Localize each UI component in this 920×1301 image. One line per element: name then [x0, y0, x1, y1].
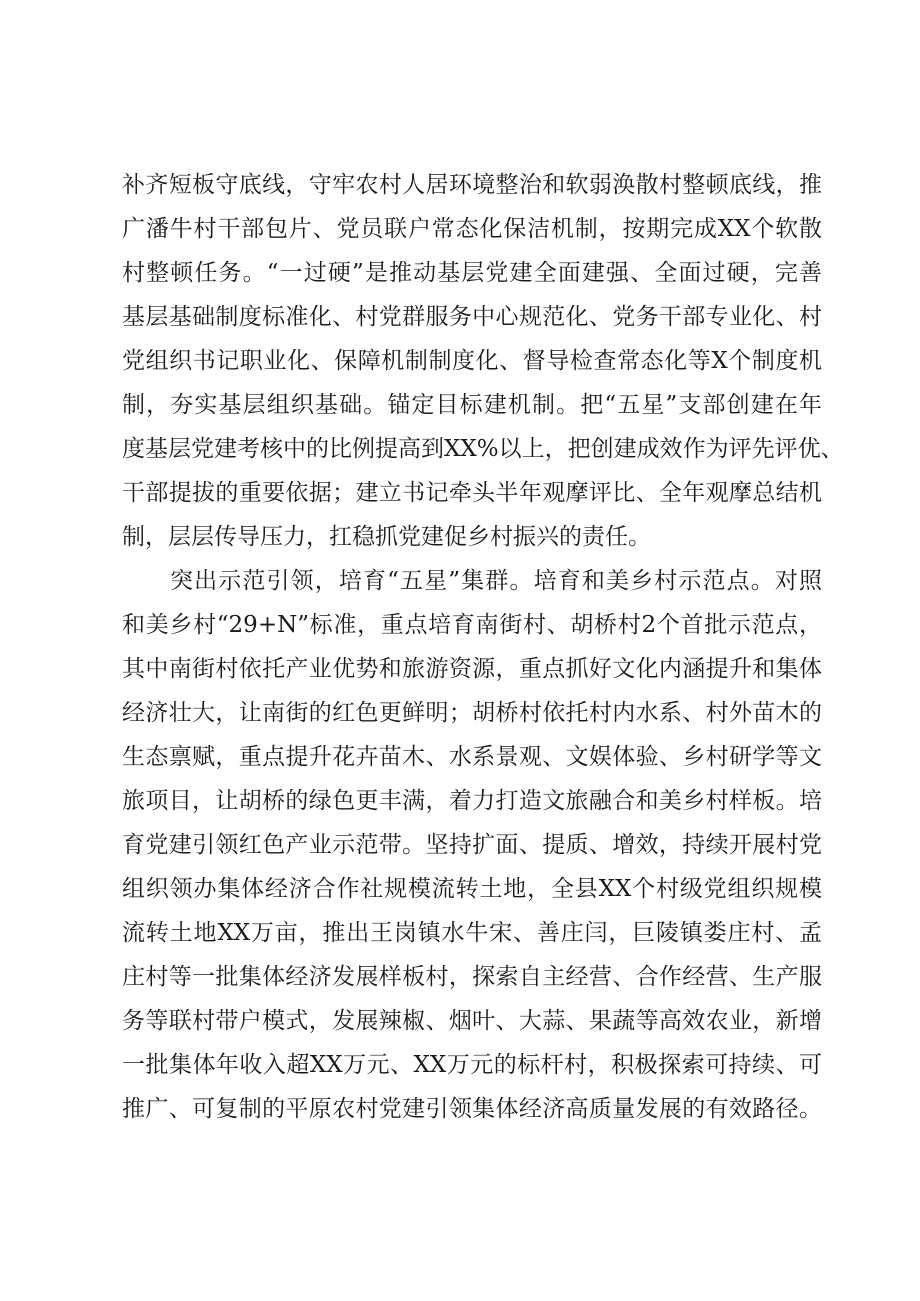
paragraph-2-line-7: 育党建引领红色产业示范带。坚持扩面、提质、增效，持续开展村党 — [122, 832, 822, 858]
paragraph-2-line-4: 经济壮大，让南街的红色更鲜明；胡桥村依托村内水系、村外苗木的 — [122, 700, 822, 726]
paragraph-2-line-11: 务等联村带户模式，发展辣椒、烟叶、大蒜、果蔬等高效农业，新增 — [122, 1008, 822, 1034]
paragraph-2-line-9: 流转土地XX万亩，推出王岗镇水牛宋、善庄闫，巨陵镇娄庄村、孟 — [122, 920, 822, 946]
paragraph-2-line-5: 生态禀赋，重点提升花卉苗木、水系景观、文娱体验、乡村研学等文 — [122, 744, 822, 770]
paragraph-1-line-1: 补齐短板守底线，守牢农村人居环境整治和软弱涣散村整顿底线，推 — [122, 172, 822, 198]
paragraph-2-line-3: 其中南街村依托产业优势和旅游资源，重点抓好文化内涵提升和集体 — [122, 656, 822, 682]
paragraph-1-line-7: 度基层党建考核中的比例提高到XX%以上，把创建成效作为评先评优、 — [122, 436, 844, 462]
paragraph-1-line-4: 基层基础制度标准化、村党群服务中心规范化、党务干部专业化、村 — [122, 304, 822, 330]
paragraph-2-line-8: 组织领办集体经济合作社规模流转土地，全县XX个村级党组织规模 — [122, 876, 822, 902]
paragraph-1-line-2: 广潘牛村干部包片、党员联户常态化保洁机制，按期完成XX个软散 — [122, 216, 822, 242]
paragraph-2-line-6: 旅项目，让胡桥的绿色更丰满，着力打造文旅融合和美乡村样板。培 — [122, 788, 822, 814]
paragraph-2-line-13: 推广、可复制的平原农村党建引领集体经济高质量发展的有效路径。 — [122, 1096, 822, 1122]
paragraph-2-line-12: 一批集体年收入超XX万元、XX万元的标杆村，积极探索可持续、可 — [122, 1052, 822, 1078]
paragraph-1-line-5: 党组织书记职业化、保障机制制度化、督导检查常态化等X个制度机 — [122, 348, 822, 374]
paragraph-1-line-8: 干部提拔的重要依据；建立书记牵头半年观摩评比、全年观摩总结机 — [122, 480, 822, 506]
paragraph-1-line-9: 制，层层传导压力，扛稳抓党建促乡村振兴的责任。 — [122, 524, 651, 550]
paragraph-2-line-10: 庄村等一批集体经济发展样板村，探索自主经营、合作经营、生产服 — [122, 964, 822, 990]
paragraph-2-line-2: 和美乡村“29+N”标准，重点培育南街村、胡桥村2个首批示范点， — [122, 612, 822, 638]
paragraph-1-line-6: 制，夯实基层组织基础。锚定目标建机制。把“五星”支部创建在年 — [122, 392, 822, 418]
paragraph-2-line-1: 突出示范引领，培育“五星”集群。培育和美乡村示范点。对照 — [170, 568, 822, 594]
paragraph-1-line-3: 村整顿任务。“一过硬”是推动基层党建全面建强、全面过硬，完善 — [122, 260, 822, 286]
